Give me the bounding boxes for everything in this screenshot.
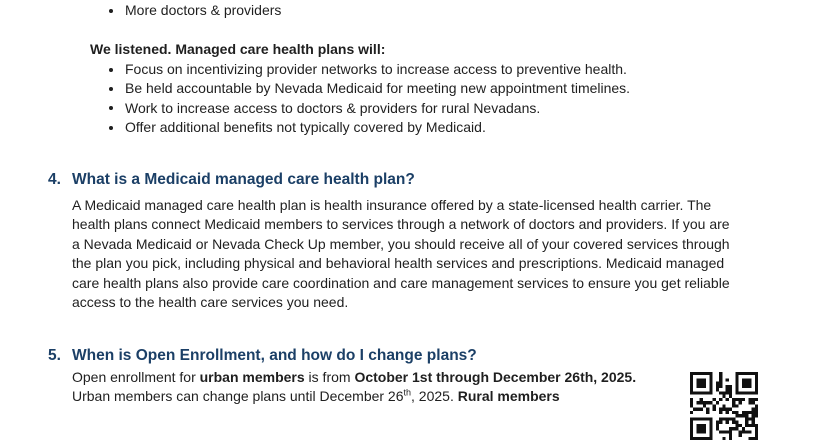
qr-module [735,427,738,430]
qr-module [742,430,745,433]
qr-module [745,430,748,433]
qr-module [700,382,703,385]
qr-module [755,382,758,385]
qr-module [722,408,725,411]
question-title: When is Open Enrollment, and how do I change plans? [72,347,477,364]
qr-module [748,385,751,388]
qr-module [748,424,751,427]
qr-module [739,424,742,427]
qr-module [752,411,755,414]
qr-module [719,391,722,394]
qr-module [748,372,751,375]
qr-module [709,424,712,427]
qr-module [722,395,725,398]
qr-module [713,408,716,411]
qr-module [739,391,742,394]
qr-module [696,427,699,430]
qr-module [739,430,742,433]
qr-module [703,417,706,420]
qr-module [732,417,735,420]
qr-module [703,372,706,375]
qr-module [755,378,758,381]
qr-module [719,372,722,375]
qr-module [752,414,755,417]
qr-module [690,417,693,420]
qr-module [703,404,706,407]
qr-module [735,385,738,388]
qr-module [742,411,745,414]
qr-module [696,430,699,433]
question-number: 4. [48,171,61,188]
question-4-heading [48,170,415,190]
qr-module [716,382,719,385]
list-item: Be held accountable by Nevada Medicaid for meeting new appointment timelines. [108,79,630,98]
qr-module [722,391,725,394]
qr-module [726,411,729,414]
qr-module [709,417,712,420]
qr-module [752,372,755,375]
qr-module [745,382,748,385]
question-number: 5. [48,347,61,364]
qr-module [755,372,758,375]
qr-module [735,382,738,385]
qr-module [752,391,755,394]
qr-module [703,424,706,427]
answer-text: Urban members can change plans until December 26 [72,388,404,405]
qr-module [716,401,719,404]
qr-module [690,411,693,414]
qr-module [690,388,693,391]
qr-module [726,430,729,433]
qr-module [729,417,732,420]
qr-module [745,424,748,427]
qr-module [752,424,755,427]
qr-module [690,382,693,385]
qr-module [706,401,709,404]
qr-module [709,401,712,404]
list-item: Focus on incentivizing provider networks to increase access to preventive health. [108,60,630,79]
qr-module [703,401,706,404]
qr-module [709,382,712,385]
qr-module [745,378,748,381]
rural-members-emphasis: Rural members [457,388,560,405]
qr-module [690,372,693,375]
qr-module [735,378,738,381]
qr-module [703,385,706,388]
qr-module [700,385,703,388]
qr-module [732,411,735,414]
qr-module [693,372,696,375]
qr-module [696,385,699,388]
qr-module [700,372,703,375]
question-title: What is a Medicaid managed care health plan? [72,171,415,188]
qr-module [755,375,758,378]
qr-module [703,382,706,385]
qr-module [719,375,722,378]
qr-module [739,434,742,437]
answer-text: is from [304,369,355,385]
qr-module [735,411,738,414]
qr-module [719,385,722,388]
qr-module [706,372,709,375]
qr-module [713,404,716,407]
qr-module [690,404,693,407]
qr-code-image[interactable] [690,372,758,440]
qr-module [726,417,729,420]
qr-module [709,434,712,437]
list-item: More doctors & providers [108,1,281,20]
qr-module [755,408,758,411]
qr-module [755,404,758,407]
qr-module [696,378,699,381]
qr-module [748,391,751,394]
qr-module [755,411,758,414]
qr-module [735,404,738,407]
qr-module [719,382,722,385]
listened-heading: We listened. Managed care health plans will: [90,41,386,57]
qr-module [726,408,729,411]
ordinal-suffix: th [403,387,412,398]
question-4-answer: A Medicaid managed care health plan is health insurance offered by a state-licensed health carrier. The health plans connect Medicaid members to services through a network of doctors and providers. If you are a Nevada Medicaid or Nevada Check Up member, you should receive all of your covered services through the plan you pick, including physical and behavioral health services and prescriptions. Medicaid managed care health plans also provide care coordination and care management services to ensure you get reliable access to the health care services you need. [72,197,730,311]
qr-module [742,372,745,375]
qr-module [722,404,725,407]
qr-module [739,401,742,404]
qr-module [745,421,748,424]
qr-module [696,382,699,385]
qr-module [726,388,729,391]
qr-module [709,421,712,424]
qr-module [745,385,748,388]
qr-module [742,385,745,388]
qr-module [700,391,703,394]
qr-module [700,430,703,433]
qr-module [732,401,735,404]
qr-module [690,434,693,437]
qr-module [700,378,703,381]
qr-module [696,417,699,420]
qr-module [706,417,709,420]
qr-module [703,427,706,430]
qr-module [748,378,751,381]
qr-module [735,375,738,378]
qr-module [716,385,719,388]
qr-module [745,411,748,414]
qr-module [745,372,748,375]
qr-module [755,424,758,427]
qr-module [722,417,725,420]
qr-module [722,430,725,433]
qr-module [742,414,745,417]
qr-module [716,424,719,427]
qr-module [748,417,751,420]
qr-module [703,391,706,394]
qr-module [735,388,738,391]
answer-text: , 2025. [411,388,458,405]
qr-module [690,385,693,388]
qr-module [690,424,693,427]
qr-module [709,391,712,394]
qr-module [693,391,696,394]
question-5-answer [72,368,672,407]
qr-module [755,388,758,391]
qr-module [690,421,693,424]
qr-module [735,372,738,375]
qr-module [709,372,712,375]
qr-module [742,382,745,385]
qr-module [719,430,722,433]
qr-module [700,408,703,411]
list-item: Work to increase access to doctors & providers for rural Nevadans. [108,99,630,118]
qr-module [690,430,693,433]
qr-module [716,427,719,430]
qr-module [732,427,735,430]
qr-module [755,427,758,430]
qr-module [706,408,709,411]
qr-module [700,401,703,404]
qr-module [709,427,712,430]
qr-module [709,430,712,433]
qr-module [729,434,732,437]
qr-module [719,421,722,424]
qr-module [755,434,758,437]
qr-module [719,411,722,414]
qr-module [690,375,693,378]
qr-module [696,401,699,404]
urban-members-emphasis: urban members [199,369,305,385]
qr-module [726,385,729,388]
qr-module [690,401,693,404]
qr-module [752,417,755,420]
qr-module [745,417,748,420]
qr-module [729,408,732,411]
qr-module [732,421,735,424]
qr-module [696,372,699,375]
qr-module [748,430,751,433]
qr-module [755,414,758,417]
top-bullet-list [108,1,281,20]
qr-module [755,385,758,388]
qr-module [745,414,748,417]
qr-module [745,391,748,394]
qr-module [703,378,706,381]
qr-module [742,391,745,394]
qr-module [729,391,732,394]
qr-module [709,385,712,388]
list-item: Offer additional benefits not typically covered by Medicaid. [108,118,630,137]
qr-module [706,391,709,394]
enrollment-dates: October 1st through December 26th, 2025. [354,369,637,385]
qr-module [719,378,722,381]
qr-module [709,378,712,381]
qr-module [735,414,738,417]
qr-module [735,421,738,424]
qr-module [729,388,732,391]
qr-module [706,411,709,414]
qr-module [690,378,693,381]
qr-module [726,421,729,424]
qr-module [729,395,732,398]
qr-module [700,424,703,427]
qr-module [696,408,699,411]
qr-module [732,404,735,407]
qr-module [739,372,742,375]
qr-module [735,424,738,427]
qr-module [752,421,755,424]
qr-module [726,378,729,381]
qr-module [755,391,758,394]
qr-module [700,427,703,430]
qr-module [690,427,693,430]
qr-module [729,430,732,433]
qr-module [742,378,745,381]
answer-text: Open enrollment for [72,369,200,385]
qr-module [748,382,751,385]
qr-module [719,417,722,420]
qr-module [739,414,742,417]
qr-module [716,388,719,391]
qr-module [700,417,703,420]
qr-module [703,430,706,433]
qr-module [755,430,758,433]
qr-module [742,427,745,430]
qr-module [696,424,699,427]
qr-module [716,421,719,424]
qr-module [693,408,696,411]
qr-module [709,375,712,378]
qr-module [709,388,712,391]
managed-care-commitments-list [108,60,630,138]
qr-module [729,385,732,388]
question-5-heading [48,346,477,366]
qr-module [696,391,699,394]
qr-module [726,391,729,394]
qr-module [748,401,751,404]
qr-module [719,408,722,411]
qr-module [690,391,693,394]
qr-module [735,391,738,394]
qr-module [748,411,751,414]
qr-module [693,417,696,420]
qr-module [752,401,755,404]
qr-module [752,408,755,411]
qr-module [729,427,732,430]
